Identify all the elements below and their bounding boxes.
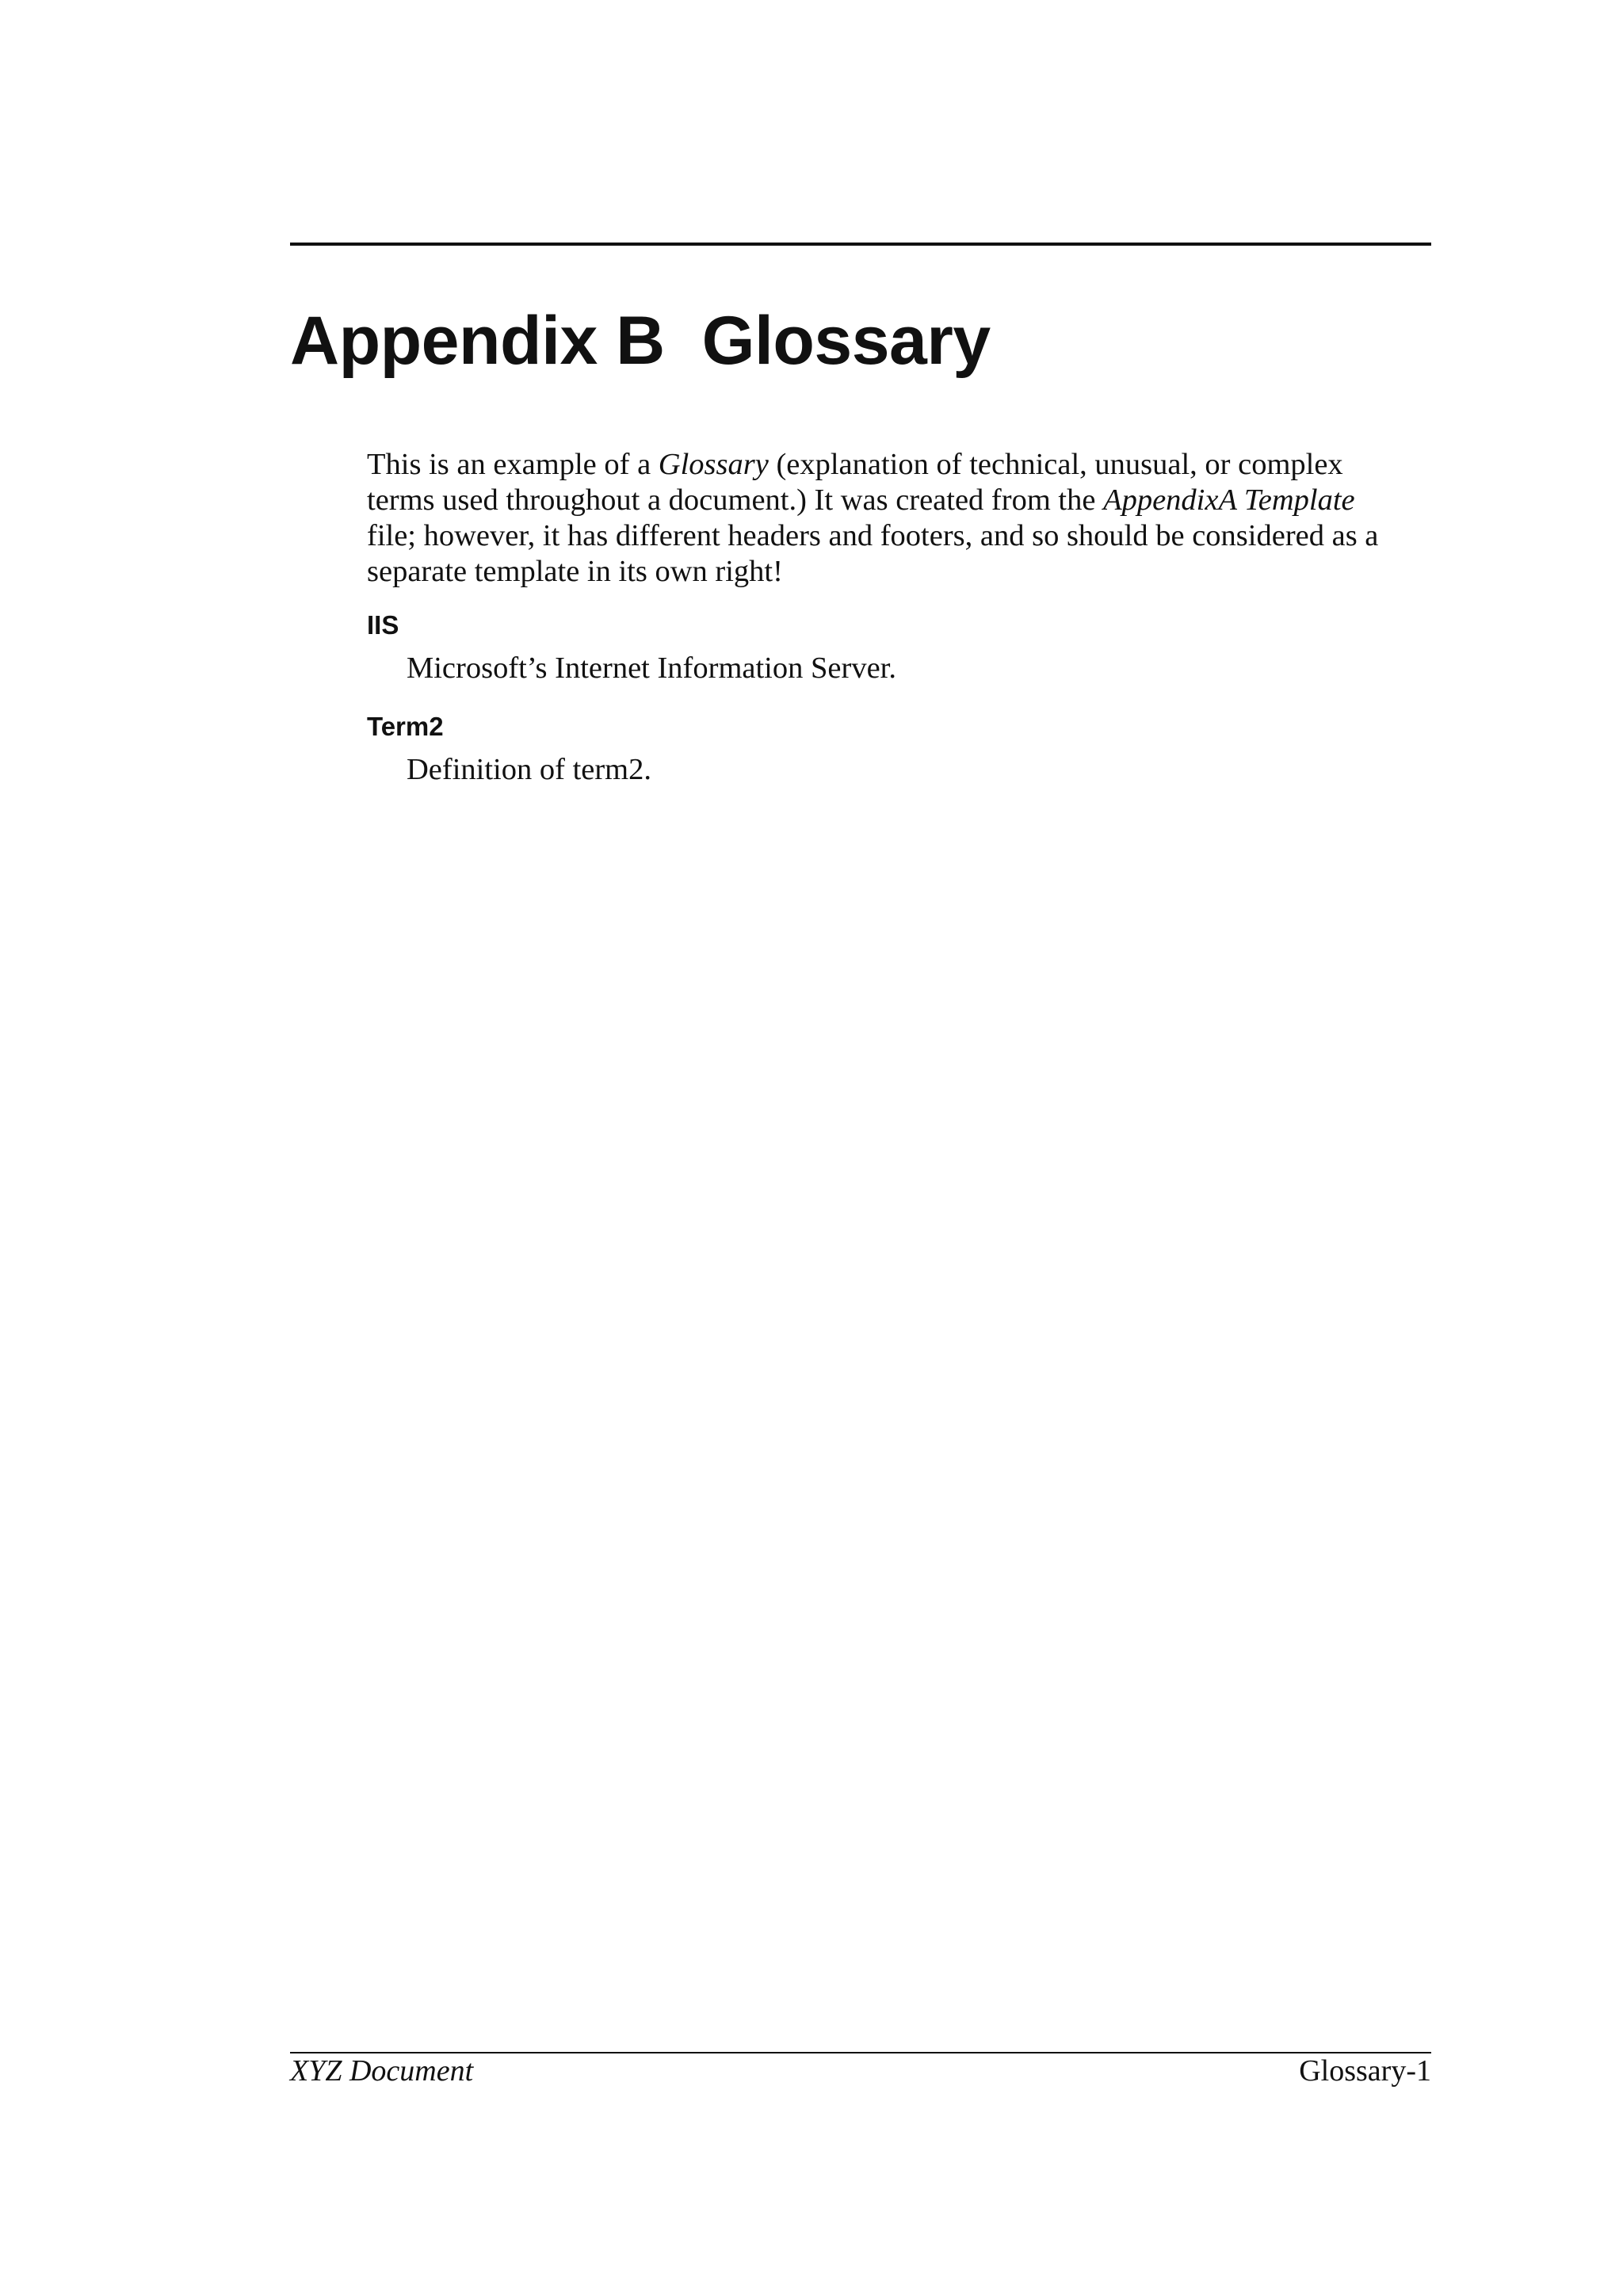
intro-paragraph (367, 447, 1389, 590)
footer-document-name: XYZ Document (290, 2054, 474, 2088)
glossary-body (367, 447, 1389, 788)
glossary-term: IIS (367, 610, 399, 640)
intro-text-2: (explanation of technical, unusual, or complex terms used throughout a document.) It was created from the (367, 448, 1343, 517)
footer-page-number: Glossary-1 (1299, 2054, 1431, 2088)
glossary-definition: Microsoft’s Internet Information Server. (407, 651, 896, 685)
page-title: Appendix B Glossary (290, 303, 991, 379)
intro-template-name: AppendixA Template (1103, 483, 1355, 517)
header-rule (290, 243, 1431, 246)
glossary-term: Term2 (367, 712, 444, 741)
intro-text-3: file; however, it has different headers and footers, and so should be considered as a separate template in its own right! (367, 519, 1379, 588)
intro-text-1: This is an example of a (367, 448, 659, 481)
intro-glossary-word: Glossary (658, 448, 769, 481)
glossary-definition: Definition of term2. (407, 753, 651, 786)
